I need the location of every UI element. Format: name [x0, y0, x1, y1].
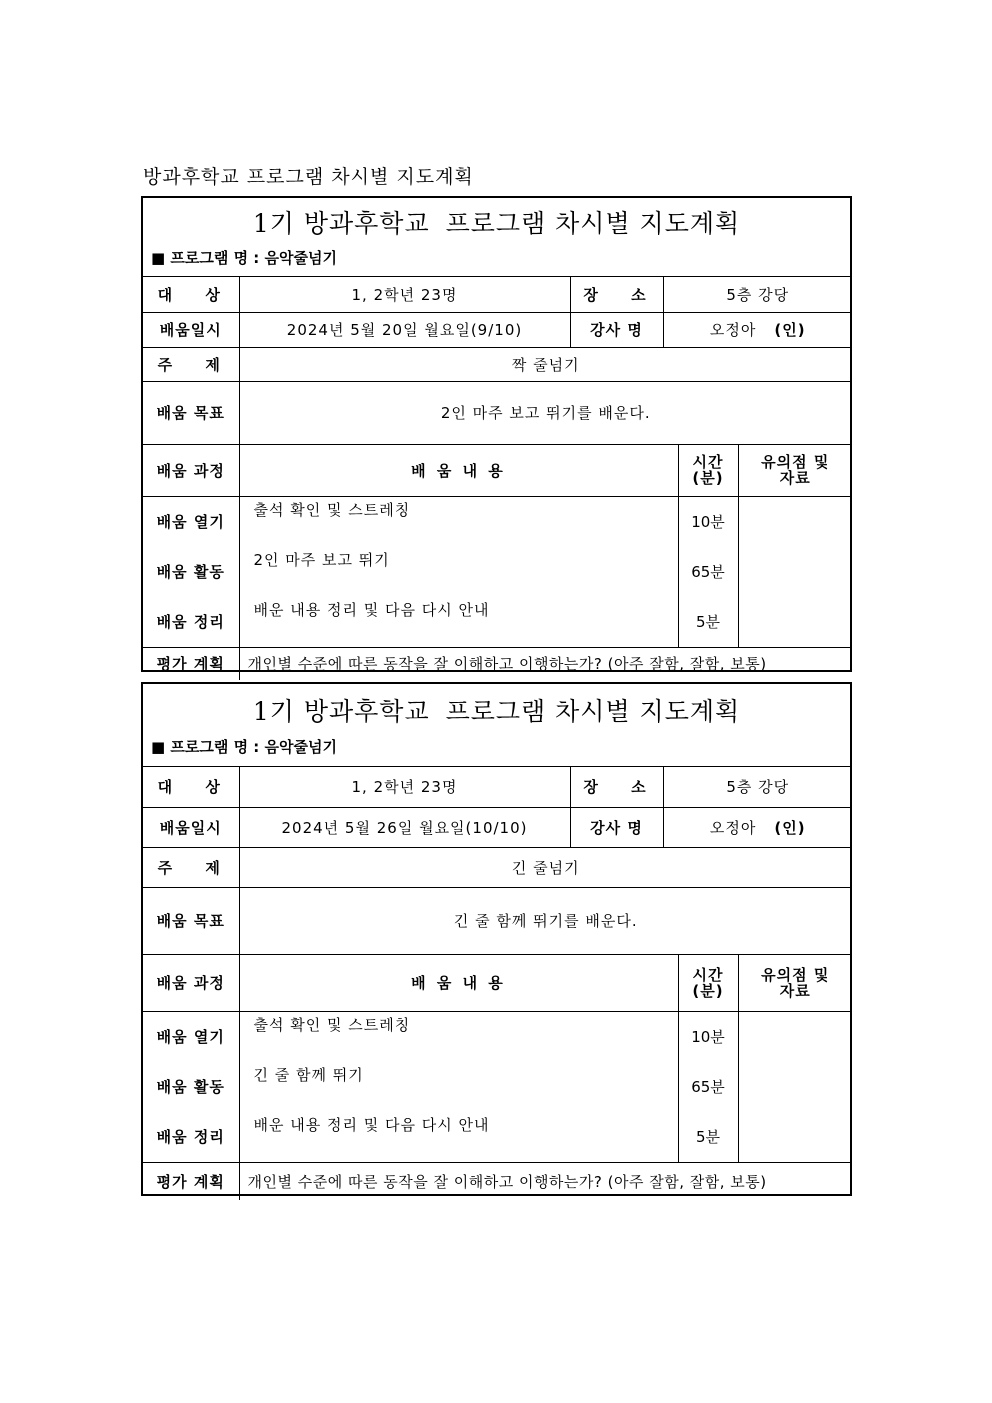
eval-value: 개인별 수준에 따른 동작을 잘 이해하고 이행하는가? (아주 잘함, 잘함, 보통) [239, 647, 852, 680]
process-labels [143, 1011, 239, 1162]
instructor-cell [663, 312, 852, 347]
target-value: 1, 2학년 23명 [239, 277, 570, 312]
step-content: 출석 확인 및 스트레칭 [253, 500, 411, 519]
step-time: 10분 [691, 1028, 725, 1046]
eval-label: 평가 계획 [143, 1162, 239, 1200]
instructor-value: 오정아 [709, 321, 757, 339]
content-header: 배 움 내 용 [239, 954, 678, 1011]
goal-value: 긴 줄 함께 뛰기를 배운다. [239, 887, 852, 954]
notes-header [738, 444, 852, 496]
plan-title-part-2: 프로그램 차시별 지도계획 [445, 697, 741, 726]
plan-header [143, 684, 850, 767]
date-label: 배움일시 [143, 807, 239, 847]
time-header-line2: (분) [692, 981, 724, 1000]
topic-label: 주 제 [143, 347, 239, 381]
step-time: 65분 [691, 563, 725, 581]
lesson-plan-2 [141, 682, 852, 1196]
step-content: 배운 내용 정리 및 다음 다시 안내 [253, 600, 490, 619]
instructor-seal: (인) [774, 818, 806, 837]
program-name: ■ 프로그램 명 : 음악줄넘기 [151, 738, 337, 756]
step-time: 5분 [695, 1128, 721, 1146]
topic-value: 짝 줄넘기 [239, 347, 852, 381]
process-times [678, 1011, 738, 1162]
instructor-cell [663, 807, 852, 847]
content-header: 배 움 내 용 [239, 444, 678, 496]
place-value: 5층 강당 [663, 277, 852, 312]
date-label: 배움일시 [143, 312, 239, 347]
plan-table [143, 767, 852, 1200]
step-label: 배움 열기 [156, 1028, 225, 1046]
place-value: 5층 강당 [663, 767, 852, 807]
plan-title [143, 684, 850, 728]
time-header-line1: 시간 [692, 453, 724, 471]
step-label: 배움 활동 [156, 563, 225, 581]
step-content: 2인 마주 보고 뛰기 [253, 550, 390, 569]
instructor-label: 강사 명 [570, 312, 663, 347]
step-content: 출석 확인 및 스트레칭 [253, 1015, 411, 1034]
process-header: 배움 과정 [143, 444, 239, 496]
goal-label: 배움 목표 [143, 887, 239, 954]
notes-cell [738, 1011, 852, 1162]
time-header [678, 444, 738, 496]
target-label: 대 상 [143, 767, 239, 807]
notes-header-line2: 자료 [779, 981, 811, 1000]
program-name: ■ 프로그램 명 : 음악줄넘기 [151, 249, 337, 267]
place-label: 장 소 [570, 767, 663, 807]
plan-table [143, 277, 852, 680]
plan-title-part-1: 1기 방과후학교 [252, 697, 430, 726]
topic-value: 긴 줄넘기 [239, 847, 852, 887]
page-heading: 방과후학교 프로그램 차시별 지도계획 [143, 166, 474, 188]
step-time: 10분 [691, 513, 725, 531]
goal-label: 배움 목표 [143, 381, 239, 444]
time-header [678, 954, 738, 1011]
notes-header [738, 954, 852, 1011]
notes-header-line2: 자료 [779, 469, 811, 487]
target-label: 대 상 [143, 277, 239, 312]
instructor-label: 강사 명 [570, 807, 663, 847]
topic-label: 주 제 [143, 847, 239, 887]
step-label: 배움 정리 [156, 1128, 225, 1146]
eval-label: 평가 계획 [143, 647, 239, 680]
step-time: 5분 [695, 613, 721, 631]
place-label: 장 소 [570, 277, 663, 312]
process-contents [239, 1011, 678, 1162]
step-label: 배움 정리 [156, 613, 225, 631]
lesson-plan-1 [141, 196, 852, 672]
notes-cell [738, 496, 852, 647]
step-label: 배움 열기 [156, 513, 225, 531]
target-value: 1, 2학년 23명 [239, 767, 570, 807]
eval-value: 개인별 수준에 따른 동작을 잘 이해하고 이행하는가? (아주 잘함, 잘함, 보통) [239, 1162, 852, 1200]
notes-header-line1: 유의점 및 [761, 453, 830, 471]
instructor-value: 오정아 [709, 818, 757, 837]
plan-title-part-2: 프로그램 차시별 지도계획 [445, 209, 741, 238]
process-labels [143, 496, 239, 647]
plan-header [143, 198, 850, 277]
time-header-line2: (분) [692, 469, 724, 487]
time-header-line1: 시간 [692, 965, 724, 984]
step-content: 긴 줄 함께 뛰기 [253, 1065, 364, 1084]
notes-header-line1: 유의점 및 [761, 965, 830, 984]
date-value: 2024년 5월 26일 월요일(10/10) [239, 807, 570, 847]
plan-title-part-1: 1기 방과후학교 [252, 209, 430, 238]
plan-title [143, 198, 850, 240]
step-time: 65분 [691, 1078, 725, 1096]
date-value: 2024년 5월 20일 월요일(9/10) [239, 312, 570, 347]
instructor-seal: (인) [774, 321, 806, 339]
process-header: 배움 과정 [143, 954, 239, 1011]
step-content: 배운 내용 정리 및 다음 다시 안내 [253, 1115, 490, 1134]
step-label: 배움 활동 [156, 1078, 225, 1096]
process-times [678, 496, 738, 647]
process-contents [239, 496, 678, 647]
goal-value: 2인 마주 보고 뛰기를 배운다. [239, 381, 852, 444]
